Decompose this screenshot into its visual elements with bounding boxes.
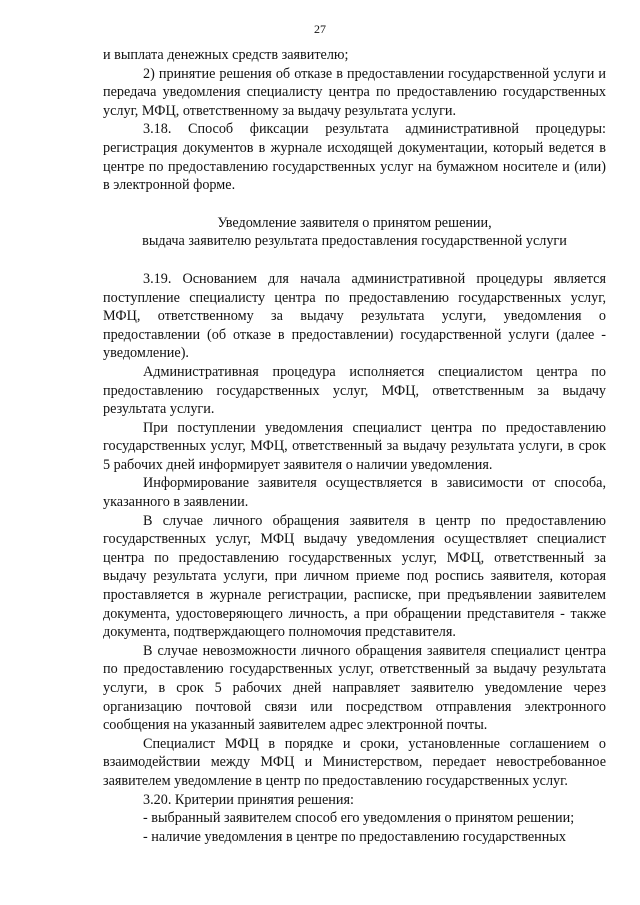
paragraph: 2) принятие решения об отказе в предоставлении государственной услуги и передача уведомления специалисту центра по предоставлению государственных услуг, МФЦ, ответственному за выдачу результата услуги.: [103, 65, 606, 119]
paragraph: Специалист МФЦ в порядке и сроки, установленные соглашением о взаимодействии между МФЦ и Министерством, передает невостребованное заявителем уведомление в центр по предоставлению государственных услуг.: [103, 735, 606, 789]
section-heading-line-2: выдача заявителю результата предоставления государственной услуги: [142, 233, 567, 250]
paragraph: В случае личного обращения заявителя в центр по предоставлению государственных услуг, МФЦ выдачу уведомления осуществляет специалист центра по предоставлению государственных услуг, МФЦ, ответственный за выдачу результата услуги, при личном приеме под роспись заявителя, которая проставляется в журнале регистрации, расписке, при предъявлении заявителем документа, удостоверяющего личность, а при обращении представителя - также документа, подтверждающего полномочия представителя.: [103, 512, 606, 641]
paragraph: В случае невозможности личного обращения заявителя специалист центра по предоставлению государственных услуг, ответственный за выдачу результата услуги, в срок 5 рабочих дней направляет заявителю уведомление через организацию почтовой связи или посредством отправления электронного сообщения на указанный заявителем адрес электронной почты.: [103, 642, 606, 734]
paragraph: 3.18. Способ фиксации результата административной процедуры: регистрация документов в журнале исходящей документации, который ведется в центре по предоставлению государственных услуг на бумажном носителе и (или) в электронной форме.: [103, 121, 606, 194]
paragraph: При поступлении уведомления специалист центра по предоставлению государственных услуг, МФЦ, ответственный за выдачу результата услуги, в срок 5 рабочих дней информирует заявителя о наличии уведомления.: [103, 419, 606, 473]
list-item: - выбранный заявителем способ его уведомления о принятом решении;: [143, 810, 575, 827]
paragraph: 3.19. Основанием для начала административной процедуры является поступление специалисту центра по предоставлению государственных услуг, МФЦ, ответственному за выдачу результата услуги, уведомления о предоставлении (об отказе в предоставлении) государственной услуги (далее - уведомление).: [103, 270, 606, 362]
paragraph: и выплата денежных средств заявителю;: [103, 47, 349, 63]
list-item: - наличие уведомления в центре по предоставлению государственных: [143, 828, 566, 845]
paragraph: Административная процедура исполняется специалистом центра по предоставлению государственных услуг, МФЦ, ответственным за выдачу результата услуги.: [103, 363, 606, 418]
body-text: [103, 46, 606, 846]
paragraph: 3.20. Критерии принятия решения:: [143, 791, 354, 808]
section-heading: [103, 214, 606, 251]
section-heading-line-1: Уведомление заявителя о принятом решении,: [217, 214, 492, 231]
page-number: 27: [314, 22, 326, 36]
paragraph: Информирование заявителя осуществляется в зависимости от способа, указанного в заявлении.: [103, 475, 606, 511]
